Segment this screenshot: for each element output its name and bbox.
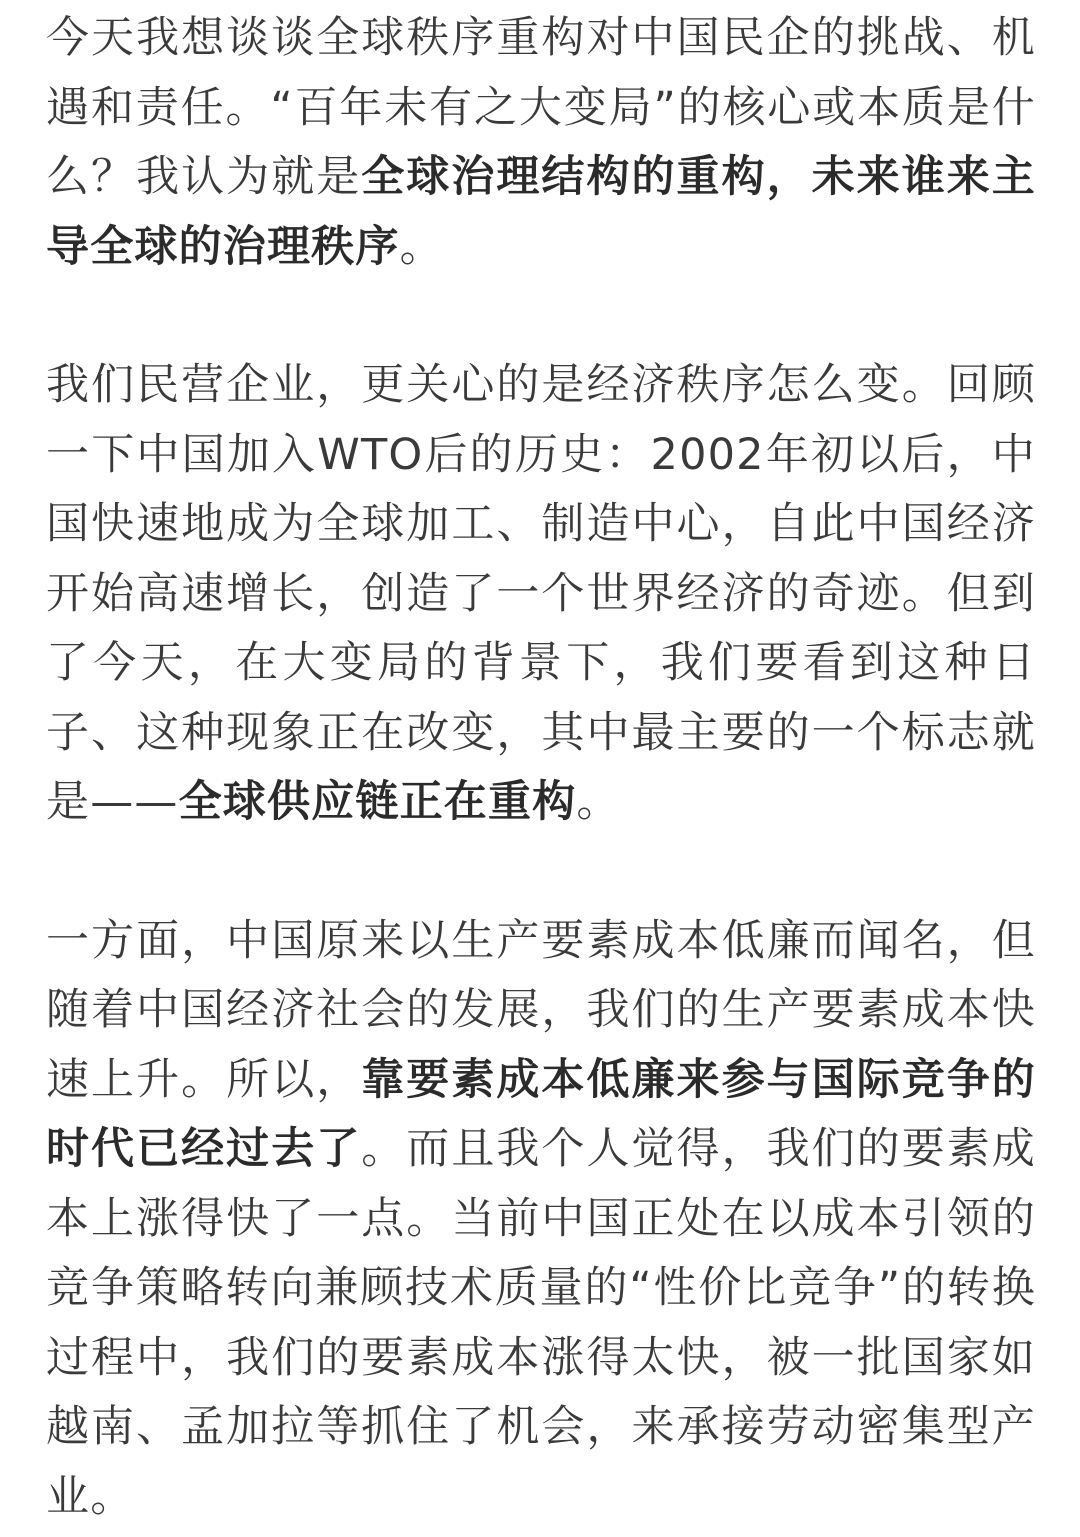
text-segment: 。 (399, 221, 444, 272)
article-body (46, 4, 1036, 1532)
emphasis-segment: 全球供应链正在重构 (178, 777, 577, 827)
text-segment: 一方面，中国原来以生产要素成本低廉而闻名，但随着中国经济社会的发展，我们的生产要素成本快速上升。所以， (46, 915, 1036, 1105)
paragraph-1 (46, 4, 1036, 282)
text-segment: 今天我想谈谈全球秩序重构对中国民企的挑战、机遇和责任。“百年未有之大变局”的核心或本质是什么？我认为就是 (46, 13, 1036, 202)
emphasis-segment: 靠要素成本低廉来参与国际竞争的时代已经过去了 (46, 1054, 1036, 1174)
text-segment: 。 (576, 777, 621, 827)
text-segment: 我们民营企业，更关心的是经济秩序怎么变。回顾一下中国加入WTO后的历史：2002年初以后，中国快速地成为全球加工、制造中心，自此中国经济开始高速增长，创造了一个世界经济的奇迹。但到了今天，在大变局的背景下，我们要看到这种日子、这种现象正在改变，其中最主要的一个标志就是—— (46, 360, 1036, 827)
emphasis-segment: 全球治理结构的重构，未来谁来主导全球的治理秩序 (46, 152, 1036, 272)
paragraph-2 (46, 351, 1036, 838)
paragraph-3 (46, 907, 1036, 1533)
text-segment: 。而且我个人觉得，我们的要素成本上涨得快了一点。当前中国正处在以成本引领的竞争策略转向兼顾技术质量的“性价比竞争”的转换过程中，我们的要素成本涨得太快，被一批国家如越南、孟加拉等抓住了机会，来承接劳动密集型产业。 (46, 1124, 1036, 1522)
